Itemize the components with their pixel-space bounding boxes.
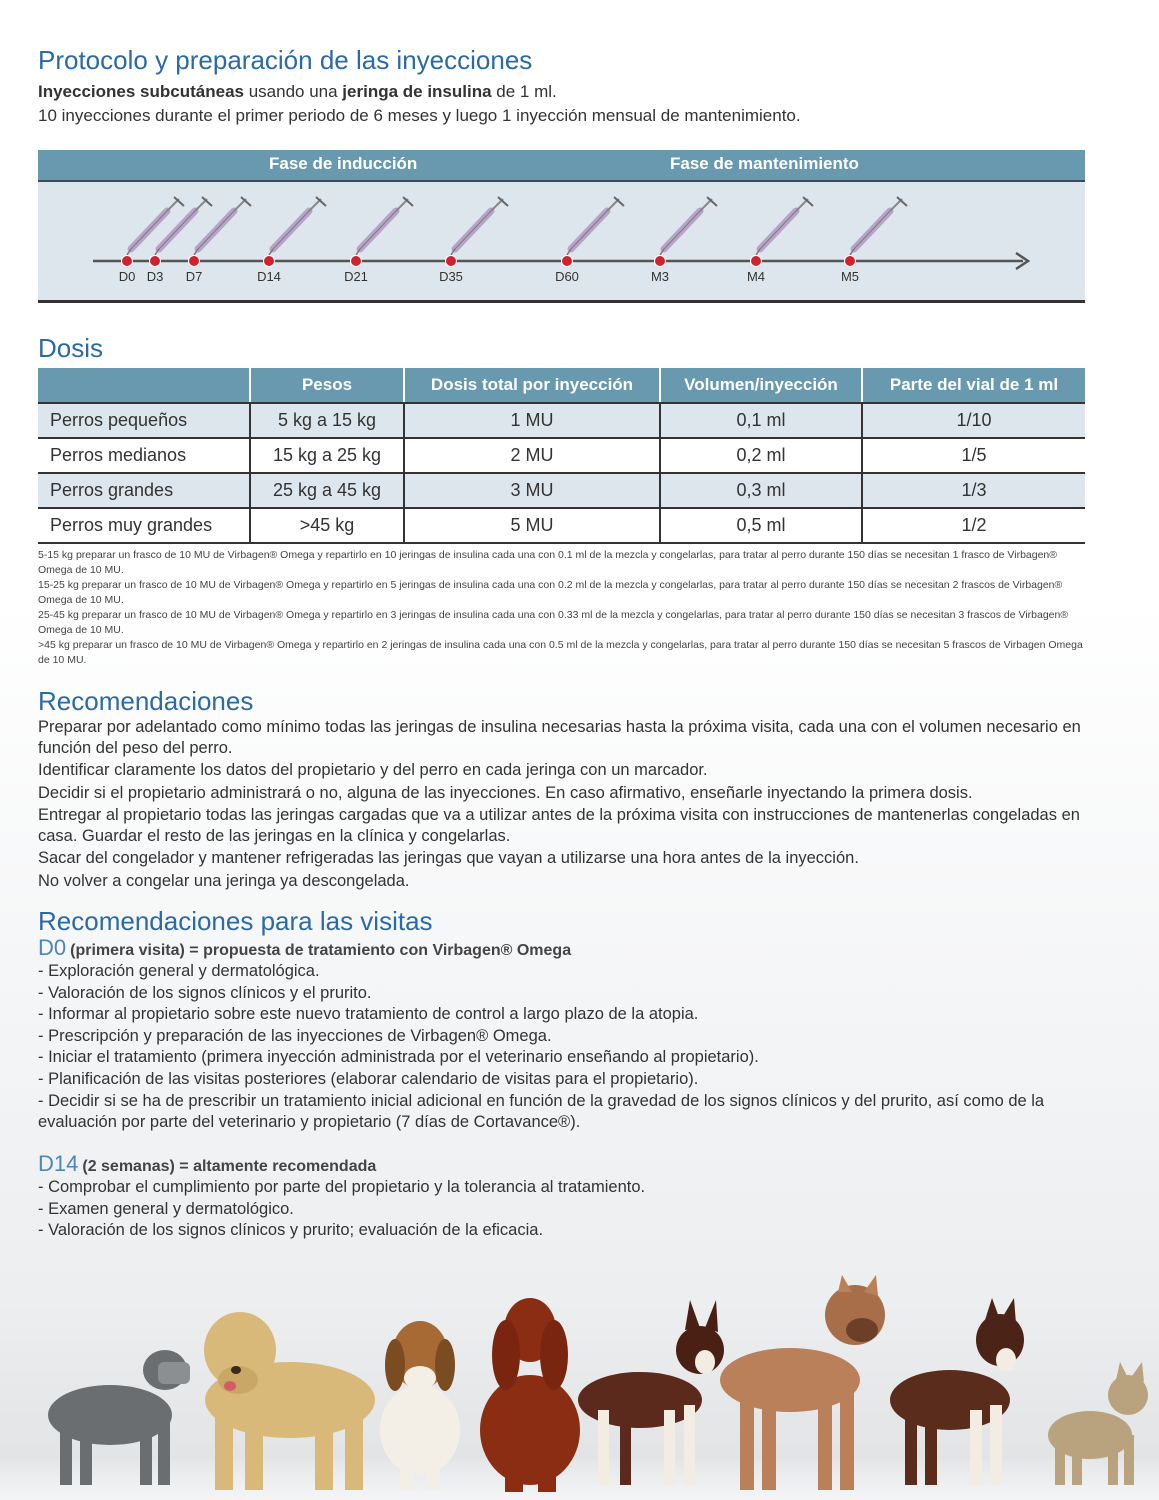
header-cell xyxy=(38,368,250,403)
list-item: - Informar al propietario sobre este nuevo tratamiento de control a largo plazo de la atopia. xyxy=(38,1005,699,1024)
list-item: Identificar claramente los datos del propietario y del perro en cada jeringa con un marcador. xyxy=(38,761,708,779)
table-cell: Perros pequeños xyxy=(38,403,250,438)
syringe-icon xyxy=(127,197,184,255)
header-cell: Volumen/inyección xyxy=(660,368,862,403)
table-cell: 2 MU xyxy=(404,438,660,473)
timeline-point-label: D14 xyxy=(257,269,281,284)
syringe-icon xyxy=(194,197,251,255)
timeline-point xyxy=(189,256,200,267)
recomendaciones-list xyxy=(38,717,1098,893)
list-item: - Exploración general y dermatológica. xyxy=(38,962,320,980)
recomendaciones-title: Recomendaciones xyxy=(38,686,254,716)
table-row xyxy=(38,508,1085,543)
visit-d0-title xyxy=(38,935,571,961)
visitas-title: Recomendaciones para las visitas xyxy=(38,906,433,936)
protocol-line-2: 10 inyecciones durante el primer periodo de 6 meses y luego 1 inyección mensual de mantenimiento. xyxy=(38,106,801,125)
visit-code: D14 xyxy=(38,1151,79,1176)
timeline-graphic xyxy=(38,150,1085,300)
table-cell: 1/3 xyxy=(862,473,1085,508)
timeline-bottom-rule xyxy=(38,300,1085,303)
protocol-intro xyxy=(38,80,801,128)
protocol-title: Protocolo y preparación de las inyecciones xyxy=(38,45,533,75)
timeline-point xyxy=(845,256,856,267)
dose-note: 15-25 kg preparar un frasco de 10 MU de Virbagen® Omega y repartirlo en 5 jeringas de insulina cada una con 0.2 ml de la mezcla y congelarlas, para tratar al perro durante 150 días se necesitan 2 frascos de Virbagen® Omega de 10 MU. xyxy=(38,579,1063,606)
visit-heading: (primera visita) = propuesta de tratamiento con Virbagen® Omega xyxy=(70,942,572,959)
syringe-icon xyxy=(269,197,326,255)
table-row xyxy=(38,438,1085,473)
timeline-point xyxy=(264,256,275,267)
timeline-point-label: M5 xyxy=(840,269,860,284)
table-cell: Perros medianos xyxy=(38,438,250,473)
table-cell: 0,5 ml xyxy=(660,508,862,543)
phase-maintenance-label: Fase de mantenimiento xyxy=(670,154,859,173)
list-item: - Planificación de las visitas posteriores (elaborar calendario de visitas para el propietario). xyxy=(38,1069,699,1088)
list-item: - Valoración de los signos clínicos y prurito; evaluación de la eficacia. xyxy=(38,1221,544,1240)
timeline-point xyxy=(150,256,161,267)
syringe-icon xyxy=(660,197,717,255)
list-item: Entregar al propietario todas las jeringas cargadas que va a utilizar antes de la próxima visita con instrucciones de mantenerlas congeladas en casa. Guardar el resto de las jeringas en la clínica y congelarlas. xyxy=(38,806,1080,845)
visit-d14-list xyxy=(38,1177,1098,1242)
floor xyxy=(0,1460,1159,1500)
dose-table xyxy=(38,368,1085,544)
dose-notes xyxy=(38,548,1088,668)
list-item: - Prescripción y preparación de las inyecciones de Virbagen® Omega. xyxy=(38,1026,552,1045)
list-item: - Examen general y dermatológico. xyxy=(38,1199,294,1218)
list-item: Preparar por adelantado como mínimo todas las jeringas de insulina necesarias hasta la próxima visita, cada una con el volumen necesario en función del peso del perro. xyxy=(38,718,1081,757)
visit-heading: (2 semanas) = altamente recomendada xyxy=(82,1158,377,1175)
table-cell: Perros grandes xyxy=(38,473,250,508)
list-item: No volver a congelar una jeringa ya descongelada. xyxy=(38,871,410,890)
table-cell: 1/5 xyxy=(862,438,1085,473)
syringe-icon xyxy=(756,197,813,255)
table-cell: Perros muy grandes xyxy=(38,508,250,543)
table-cell: 0,2 ml xyxy=(660,438,862,473)
timeline-point xyxy=(751,256,762,267)
syringe-icon xyxy=(356,197,413,255)
list-item: Decidir si el propietario administrará o no, alguna de las inyecciones. En caso afirmativo, enseñarle inyectando la primera dosis. xyxy=(38,783,973,802)
dose-note: >45 kg preparar un frasco de 10 MU de Virbagen® Omega y repartirlo en 2 jeringas de insulina cada una con 0.5 ml de la mezcla y congelarlas, para tratar al perro durante 150 días se necesitan 5 frascos de Virbagen Omega de 10 MU. xyxy=(38,639,1083,666)
dogs-illustration xyxy=(0,1270,1159,1500)
boxer-dog-icon xyxy=(720,1275,885,1490)
timeline-point xyxy=(446,256,457,267)
table-cell: 1/2 xyxy=(862,508,1085,543)
table-cell: 0,3 ml xyxy=(660,473,862,508)
boston-terrier-dog-icon xyxy=(578,1300,724,1485)
syringe-icon xyxy=(567,197,624,255)
list-item: - Valoración de los signos clínicos y el prurito. xyxy=(38,983,372,1002)
timeline-point-label: D0 xyxy=(118,269,136,284)
dose-table-header xyxy=(38,368,1085,403)
bull-terrier-dog-icon xyxy=(890,1298,1024,1485)
dose-note: 25-45 kg preparar un frasco de 10 MU de Virbagen® Omega y repartirlo en 3 jeringas de insulina cada una con 0.33 ml de la mezcla y congelarlas, para tratar al perro durante 150 días se necesitan 3 frascos de Virbagen® Omega de 10 MU. xyxy=(38,609,1069,636)
injection-timeline xyxy=(38,150,1085,303)
list-item: - Decidir si se ha de prescribir un tratamiento inicial adicional en función de la gravedad de los signos clínicos y del prurito, así como de la evaluación por parte del veterinario y propietario (7 días de Cortavance®). xyxy=(38,1091,1045,1132)
timeline-point-label: D21 xyxy=(344,269,368,284)
table-cell: 5 kg a 15 kg xyxy=(250,403,404,438)
timeline-point-label: D7 xyxy=(185,269,203,284)
timeline-point-label: D60 xyxy=(555,269,579,284)
timeline-point-label: D3 xyxy=(146,269,164,284)
header-cell: Pesos xyxy=(250,368,404,403)
syringe-icon xyxy=(451,197,508,255)
table-cell: 3 MU xyxy=(404,473,660,508)
visit-d0-list xyxy=(38,961,1098,1134)
dose-note: 5-15 kg preparar un frasco de 10 MU de Virbagen® Omega y repartirlo en 10 jeringas de insulina cada una con 0.1 ml de la mezcla y congelarlas, para tratar al perro durante 150 días se necesitan 1 frasco de Virbagen® Omega de 10 MU. xyxy=(38,549,1058,576)
table-cell: 15 kg a 25 kg xyxy=(250,438,404,473)
phase-induction-label: Fase de inducción xyxy=(269,154,418,173)
timeline-point xyxy=(655,256,666,267)
timeline-point xyxy=(351,256,362,267)
irish-setter-dog-icon xyxy=(480,1298,580,1492)
table-cell: 1 MU xyxy=(404,403,660,438)
protocol-line-1: Inyecciones subcutáneas usando una jeringa de insulina de 1 ml. xyxy=(38,82,557,101)
dosis-title: Dosis xyxy=(38,333,104,363)
syringe-icon xyxy=(850,197,907,255)
table-cell: >45 kg xyxy=(250,508,404,543)
table-cell: 5 MU xyxy=(404,508,660,543)
table-cell: 25 kg a 45 kg xyxy=(250,473,404,508)
table-cell: 0,1 ml xyxy=(660,403,862,438)
list-item: - Iniciar el tratamiento (primera inyección administrada por el veterinario enseñando al propietario). xyxy=(38,1048,759,1067)
visit-d14-title xyxy=(38,1151,376,1177)
timeline-point-label: D35 xyxy=(439,269,463,284)
visit-code: D0 xyxy=(38,935,67,960)
list-item: Sacar del congelador y mantener refrigeradas las jeringas que vayan a utilizarse una hora antes de la inyección. xyxy=(38,849,859,867)
timeline-point xyxy=(122,256,133,267)
timeline-point-label: M4 xyxy=(746,269,766,284)
header-cell: Dosis total por inyección xyxy=(404,368,660,403)
table-row xyxy=(38,473,1085,508)
list-item: - Comprobar el cumplimiento por parte del propietario y la tolerancia al tratamiento. xyxy=(38,1178,646,1196)
timeline-point-label: M3 xyxy=(650,269,670,284)
table-row xyxy=(38,403,1085,438)
table-cell: 1/10 xyxy=(862,403,1085,438)
header-cell: Parte del vial de 1 ml xyxy=(862,368,1085,403)
timeline-point xyxy=(562,256,573,267)
